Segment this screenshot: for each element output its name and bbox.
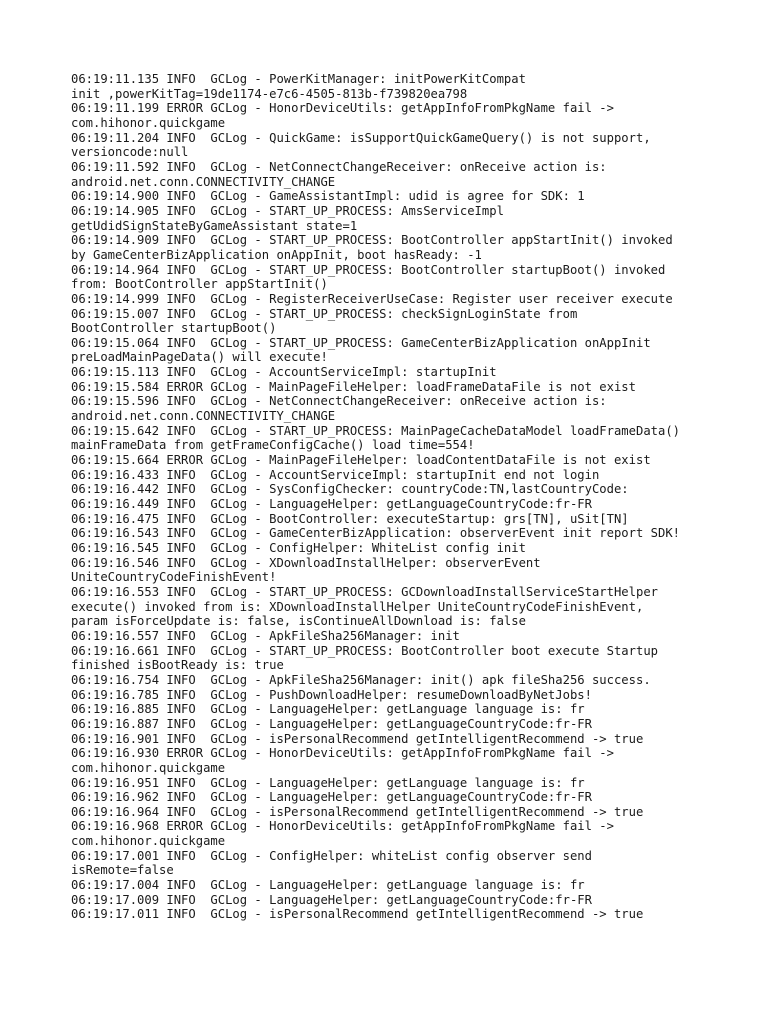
log-line: isRemote=false <box>71 863 174 878</box>
log-line: by GameCenterBizApplication onAppInit, boot hasReady: -1 <box>71 247 482 262</box>
log-line: BootController startupBoot() <box>71 321 277 336</box>
log-line: 06:19:17.009 INFO GCLog - LanguageHelper: getLanguageCountryCode:fr-FR <box>71 892 592 907</box>
log-line: 06:19:16.885 INFO GCLog - LanguageHelper: getLanguage language is: fr <box>71 702 585 717</box>
log-line: 06:19:17.004 INFO GCLog - LanguageHelper: getLanguage language is: fr <box>71 878 585 893</box>
log-line: 06:19:16.661 INFO GCLog - START_UP_PROCESS: BootController boot execute Startup <box>71 643 658 658</box>
log-line: 06:19:15.064 INFO GCLog - START_UP_PROCESS: GameCenterBizApplication onAppInit <box>71 335 651 350</box>
log-line: 06:19:16.442 INFO GCLog - SysConfigChecker: countryCode:TN,lastCountryCode: <box>71 482 629 497</box>
log-line: 06:19:14.909 INFO GCLog - START_UP_PROCESS: BootController appStartInit() invoked <box>71 233 673 248</box>
log-line: versioncode:null <box>71 145 189 160</box>
log-line: 06:19:17.001 INFO GCLog - ConfigHelper: whiteList config observer send <box>71 848 592 863</box>
log-line: 06:19:16.930 ERROR GCLog - HonorDeviceUtils: getAppInfoFromPkgName fail -> <box>71 746 614 761</box>
log-line: 06:19:16.968 ERROR GCLog - HonorDeviceUtils: getAppInfoFromPkgName fail -> <box>71 819 614 834</box>
log-line: 06:19:16.754 INFO GCLog - ApkFileSha256Manager: init() apk fileSha256 success. <box>71 672 651 687</box>
log-line: 06:19:16.553 INFO GCLog - START_UP_PROCESS: GCDownloadInstallServiceStartHelper <box>71 584 658 599</box>
log-line: 06:19:16.475 INFO GCLog - BootController: executeStartup: grs[TN], uSit[TN] <box>71 511 629 526</box>
log-line: android.net.conn.CONNECTIVITY_CHANGE <box>71 174 336 189</box>
log-line: param isForceUpdate is: false, isContinueAllDownload is: false <box>71 614 526 629</box>
log-line: 06:19:11.199 ERROR GCLog - HonorDeviceUtils: getAppInfoFromPkgName fail -> <box>71 101 614 116</box>
log-line: 06:19:16.785 INFO GCLog - PushDownloadHelper: resumeDownloadByNetJobs! <box>71 687 592 702</box>
log-line: execute() invoked from is: XDownloadInstallHelper UniteCountryCodeFinishEvent, <box>71 599 644 614</box>
log-line: 06:19:14.964 INFO GCLog - START_UP_PROCESS: BootController startupBoot() invoked <box>71 262 666 277</box>
log-line: 06:19:11.204 INFO GCLog - QuickGame: isSupportQuickGameQuery() is not support, <box>71 130 651 145</box>
log-line: 06:19:16.545 INFO GCLog - ConfigHelper: WhiteList config init <box>71 541 526 555</box>
log-text <box>71 72 751 922</box>
log-line: 06:19:16.449 INFO GCLog - LanguageHelper: getLanguageCountryCode:fr-FR <box>71 497 592 512</box>
log-line: 06:19:16.901 INFO GCLog - isPersonalRecommend getIntelligentRecommend -> true <box>71 731 644 746</box>
log-line: 06:19:15.584 ERROR GCLog - MainPageFileHelper: loadFrameDataFile is not exist <box>71 379 636 394</box>
log-line: mainFrameData from getFrameConfigCache() load time=554! <box>71 438 475 453</box>
log-line: 06:19:11.592 INFO GCLog - NetConnectChangeReceiver: onReceive action is: <box>71 159 607 174</box>
log-line: 06:19:17.011 INFO GCLog - isPersonalRecommend getIntelligentRecommend -> true <box>71 907 644 922</box>
log-line: 06:19:16.543 INFO GCLog - GameCenterBizApplication: observerEvent init report SDK! <box>71 526 681 541</box>
log-line: 06:19:16.951 INFO GCLog - LanguageHelper: getLanguage language is: fr <box>71 775 585 790</box>
log-line: 06:19:11.135 INFO GCLog - PowerKitManager: initPowerKitCompat <box>71 72 526 86</box>
log-line: 06:19:16.557 INFO GCLog - ApkFileSha256Manager: init <box>71 628 460 643</box>
log-line: 06:19:15.642 INFO GCLog - START_UP_PROCESS: MainPageCacheDataModel loadFrameData() <box>71 423 681 438</box>
log-line: getUdidSignStateByGameAssistant state=1 <box>71 218 358 233</box>
log-line: com.hihonor.quickgame <box>71 834 226 849</box>
log-line: 06:19:16.433 INFO GCLog - AccountServiceImpl: startupInit end not login <box>71 467 600 482</box>
log-line: 06:19:15.113 INFO GCLog - AccountServiceImpl: startupInit <box>71 365 497 380</box>
log-line: 06:19:15.664 ERROR GCLog - MainPageFileHelper: loadContentDataFile is not exist <box>71 453 651 468</box>
log-line: 06:19:15.007 INFO GCLog - START_UP_PROCESS: checkSignLoginState from <box>71 306 578 321</box>
log-line: 06:19:16.887 INFO GCLog - LanguageHelper: getLanguageCountryCode:fr-FR <box>71 716 592 731</box>
log-line: preLoadMainPageData() will execute! <box>71 350 328 365</box>
log-line: finished isBootReady is: true <box>71 658 284 673</box>
log-line: 06:19:16.546 INFO GCLog - XDownloadInstallHelper: observerEvent <box>71 555 541 570</box>
log-line: 06:19:14.900 INFO GCLog - GameAssistantImpl: udid is agree for SDK: 1 <box>71 189 585 204</box>
log-line: from: BootController appStartInit() <box>71 277 328 292</box>
log-line: 06:19:14.905 INFO GCLog - START_UP_PROCESS: AmsServiceImpl <box>71 203 504 218</box>
log-line: 06:19:14.999 INFO GCLog - RegisterReceiverUseCase: Register user receiver execute <box>71 291 673 306</box>
log-line: 06:19:15.596 INFO GCLog - NetConnectChangeReceiver: onReceive action is: <box>71 394 607 409</box>
log-line: init ,powerKitTag=19de1174-e7c6-4505-813b-f739820ea798 <box>71 86 468 101</box>
log-line: com.hihonor.quickgame <box>71 115 226 130</box>
log-page <box>71 72 751 922</box>
log-line: com.hihonor.quickgame <box>71 760 226 775</box>
log-line: 06:19:16.962 INFO GCLog - LanguageHelper: getLanguageCountryCode:fr-FR <box>71 790 592 805</box>
log-line: UniteCountryCodeFinishEvent! <box>71 570 277 585</box>
log-line: 06:19:16.964 INFO GCLog - isPersonalRecommend getIntelligentRecommend -> true <box>71 804 644 819</box>
log-line: android.net.conn.CONNECTIVITY_CHANGE <box>71 409 336 424</box>
